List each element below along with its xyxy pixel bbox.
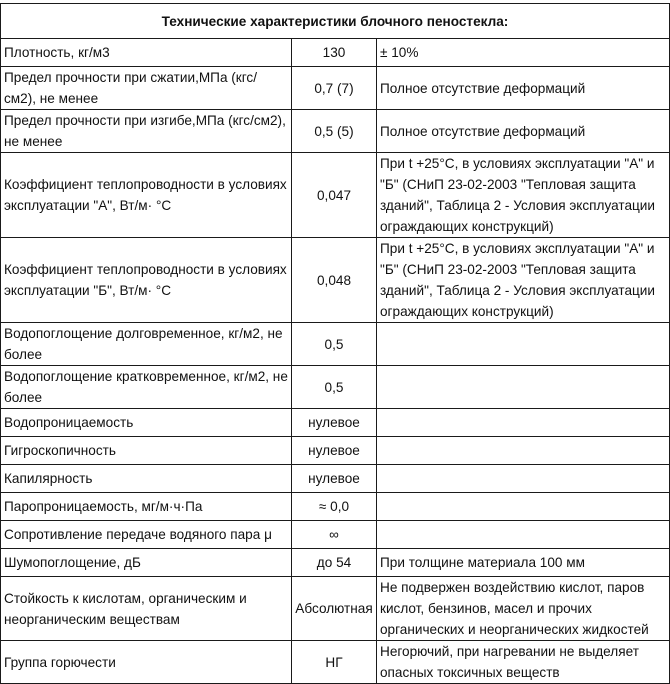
property-cell: Предел прочности при сжатии,МПа (кгс/см2), не менее bbox=[1, 67, 292, 110]
note-cell: Полное отсутствие деформаций bbox=[377, 110, 670, 153]
table-row bbox=[1, 577, 670, 641]
property-cell: Паропроницаемость, мг/м·ч·Па bbox=[1, 493, 292, 521]
note-cell bbox=[377, 366, 670, 409]
note-cell bbox=[377, 493, 670, 521]
note-cell bbox=[377, 521, 670, 549]
property-cell: Стойкость к кислотам, органическим и неорганическим веществам bbox=[1, 577, 292, 641]
table-row bbox=[1, 409, 670, 437]
note-cell: При t +25°С, в условиях эксплуатации "А" и "Б" (СНиП 23-02-2003 "Тепловая защита зданий", Таблица 2 - Условия эксплуатации ограждающих конструкций) bbox=[377, 153, 670, 238]
table-row bbox=[1, 641, 670, 684]
table-row bbox=[1, 67, 670, 110]
table-title-row bbox=[1, 4, 670, 39]
property-cell: Водопоглощение долговременное, кг/м2, не более bbox=[1, 323, 292, 366]
property-cell: Сопротивление передаче водяного пара μ bbox=[1, 521, 292, 549]
value-cell: нулевое bbox=[292, 465, 377, 493]
value-cell: 0,047 bbox=[292, 153, 377, 238]
value-cell: до 54 bbox=[292, 549, 377, 577]
note-cell: Негорючий, при нагревании не выделяет опасных токсичных веществ bbox=[377, 641, 670, 684]
note-cell: Полное отсутствие деформаций bbox=[377, 67, 670, 110]
table-row bbox=[1, 366, 670, 409]
table-title: Технические характеристики блочного пеностекла: bbox=[1, 4, 670, 39]
property-cell: Водопроницаемость bbox=[1, 409, 292, 437]
table-row bbox=[1, 465, 670, 493]
property-cell: Шумопоглощение, дБ bbox=[1, 549, 292, 577]
note-cell bbox=[377, 437, 670, 465]
table-row bbox=[1, 238, 670, 323]
table-row bbox=[1, 521, 670, 549]
value-cell: 0,5 bbox=[292, 323, 377, 366]
note-cell: При t +25°С, в условиях эксплуатации "А" и "Б" (СНиП 23-02-2003 "Тепловая защита зданий", Таблица 2 - Условия эксплуатации ограждающих конструкций) bbox=[377, 238, 670, 323]
value-cell: ∞ bbox=[292, 521, 377, 549]
value-cell: 0,5 bbox=[292, 366, 377, 409]
property-cell: Гигроскопичность bbox=[1, 437, 292, 465]
property-cell: Водопоглощение кратковременное, кг/м2, не более bbox=[1, 366, 292, 409]
note-cell: ± 10% bbox=[377, 39, 670, 67]
table-row bbox=[1, 437, 670, 465]
property-cell: Капилярность bbox=[1, 465, 292, 493]
specs-table bbox=[0, 3, 670, 684]
property-cell: Предел прочности при изгибе,МПа (кгс/см2), не менее bbox=[1, 110, 292, 153]
value-cell: нулевое bbox=[292, 409, 377, 437]
note-cell bbox=[377, 465, 670, 493]
value-cell: 0,048 bbox=[292, 238, 377, 323]
property-cell: Коэффициент теплопроводности в условиях эксплуатации "А", Вт/м· °С bbox=[1, 153, 292, 238]
table-row bbox=[1, 39, 670, 67]
value-cell: нулевое bbox=[292, 437, 377, 465]
property-cell: Плотность, кг/м3 bbox=[1, 39, 292, 67]
table-row bbox=[1, 493, 670, 521]
note-cell bbox=[377, 409, 670, 437]
table-row bbox=[1, 549, 670, 577]
value-cell: ≈ 0,0 bbox=[292, 493, 377, 521]
note-cell: Не подвержен воздействию кислот, паров кислот, бензинов, масел и прочих органических и неорганических жидкостей bbox=[377, 577, 670, 641]
table-row bbox=[1, 110, 670, 153]
property-cell: Коэффициент теплопроводности в условиях эксплуатации "Б", Вт/м· °С bbox=[1, 238, 292, 323]
value-cell: 0,5 (5) bbox=[292, 110, 377, 153]
value-cell: 130 bbox=[292, 39, 377, 67]
property-cell: Группа горючести bbox=[1, 641, 292, 684]
value-cell: НГ bbox=[292, 641, 377, 684]
table-row bbox=[1, 153, 670, 238]
table-row bbox=[1, 323, 670, 366]
value-cell: Абсолютная bbox=[292, 577, 377, 641]
note-cell: При толщине материала 100 мм bbox=[377, 549, 670, 577]
value-cell: 0,7 (7) bbox=[292, 67, 377, 110]
note-cell bbox=[377, 323, 670, 366]
